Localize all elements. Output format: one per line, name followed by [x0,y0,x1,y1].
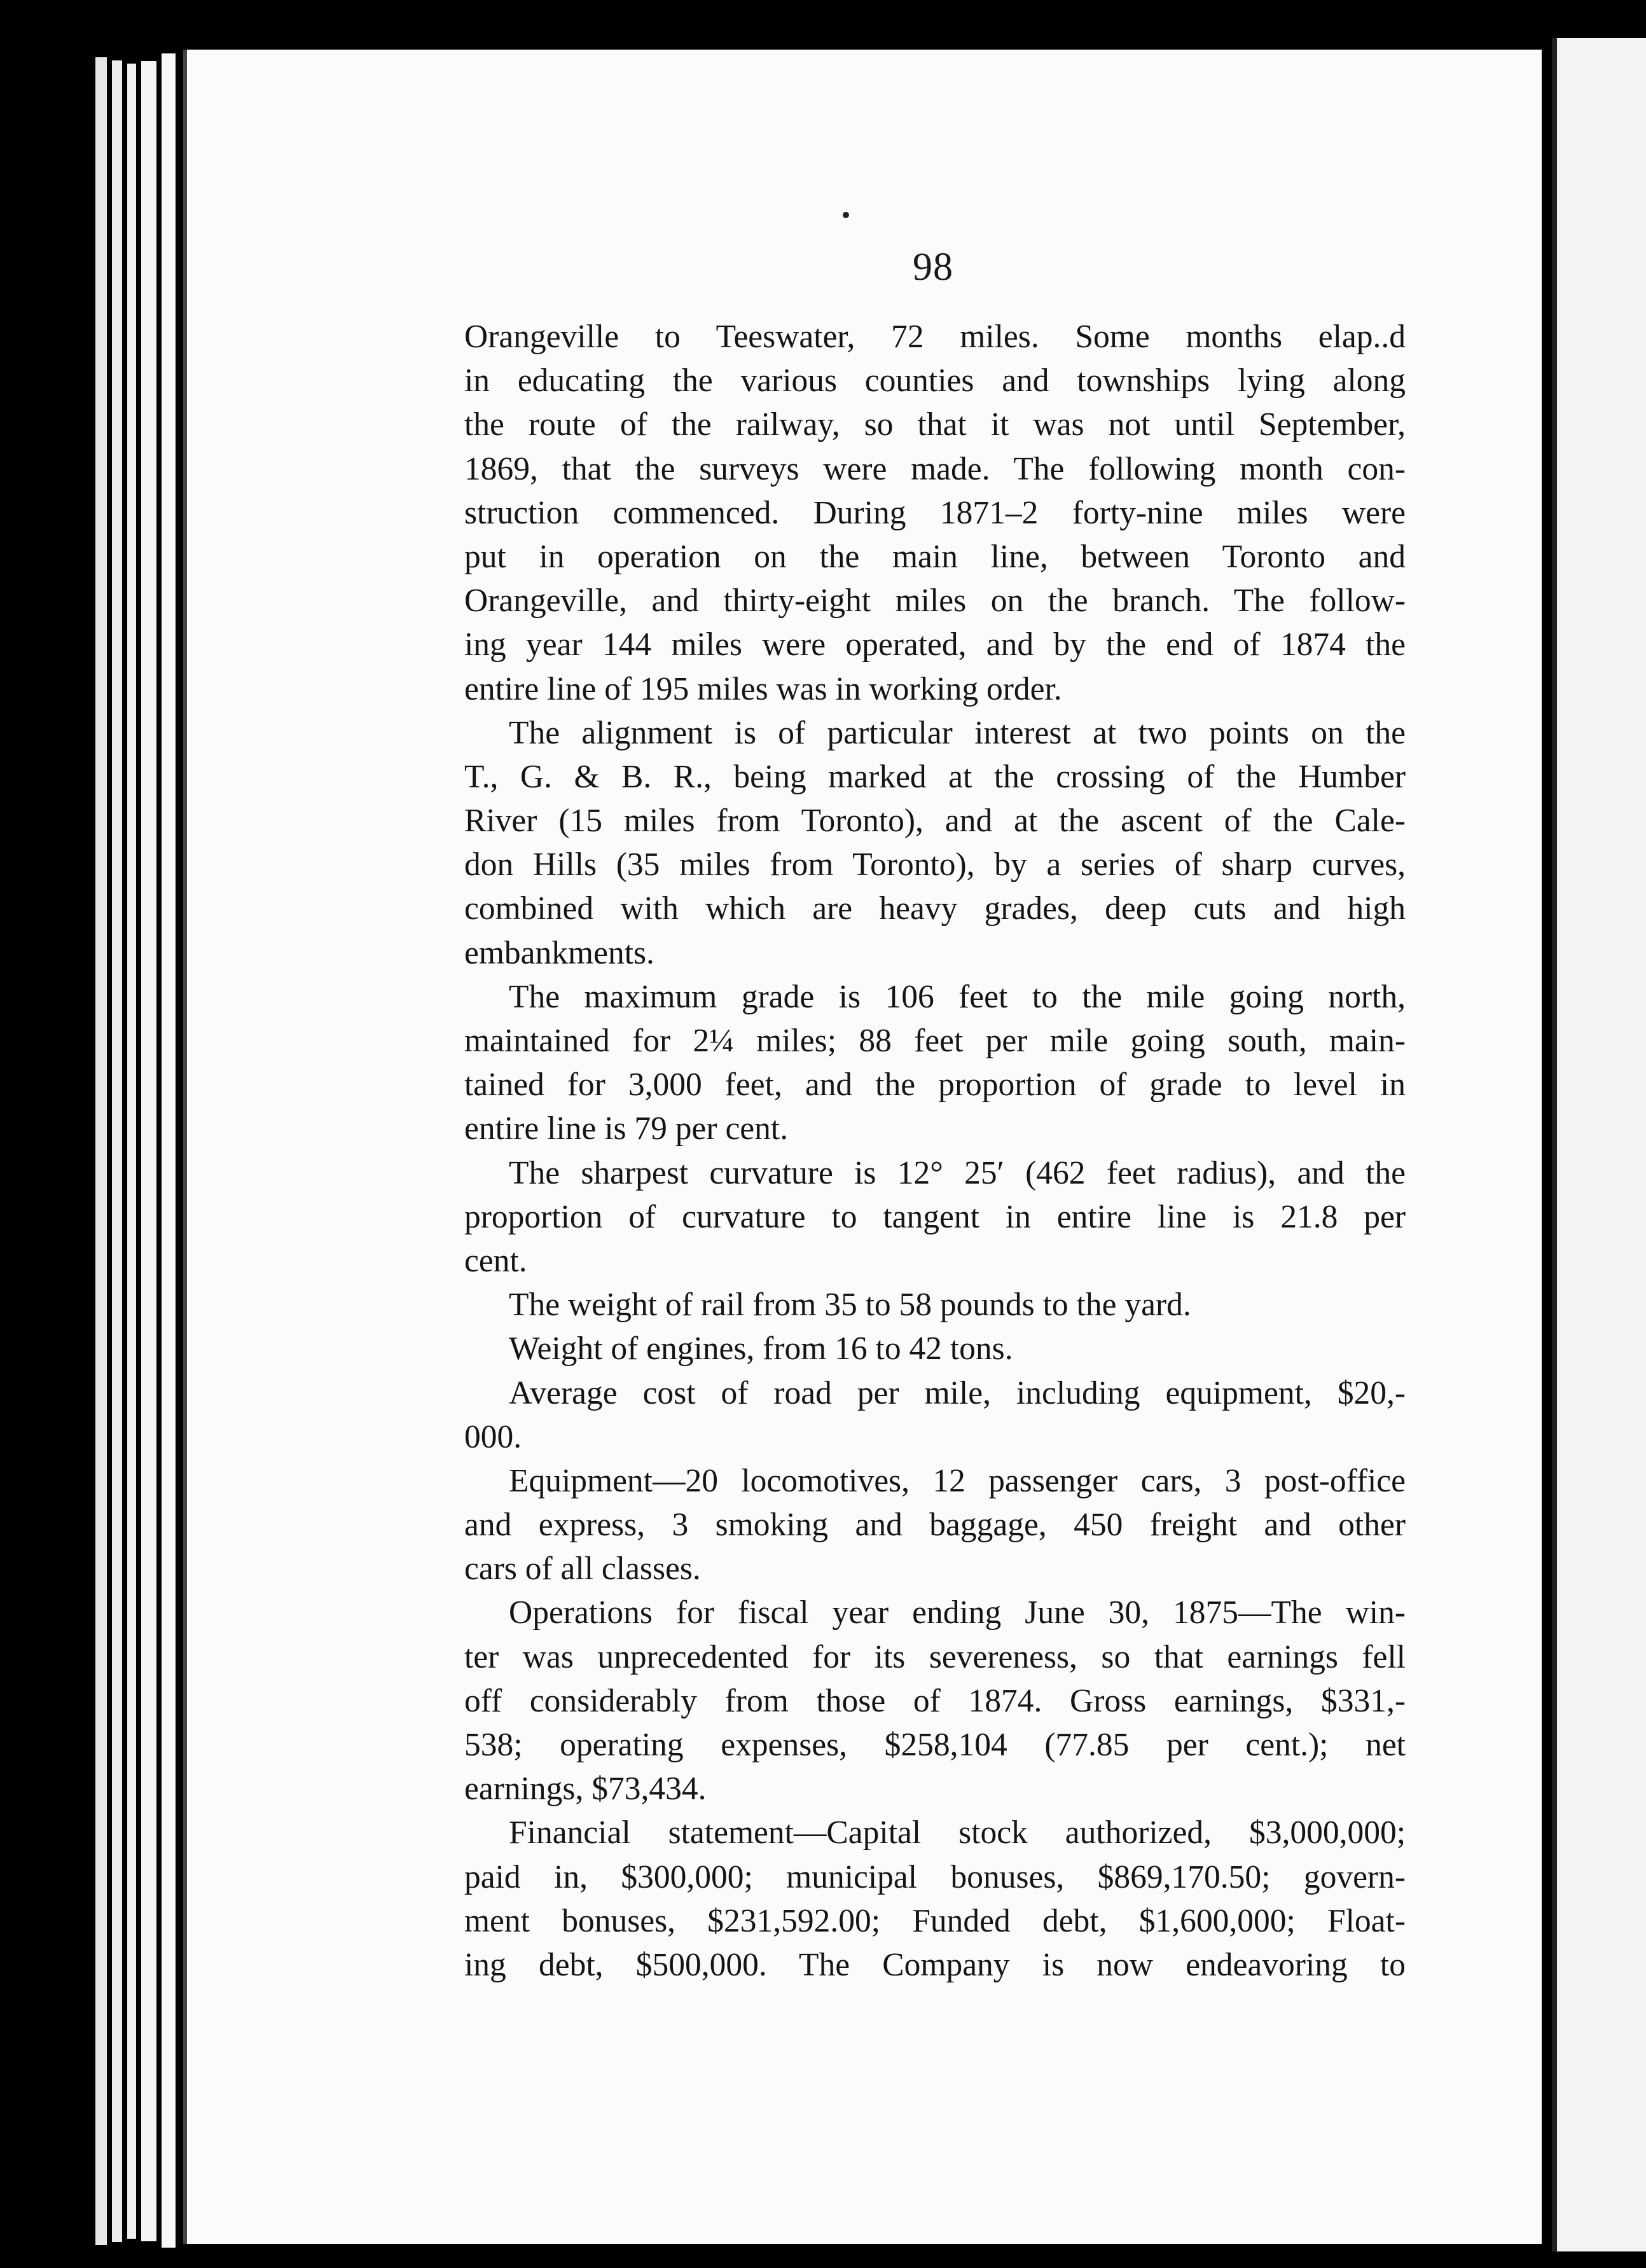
text-line: tained for 3,000 feet, and the proportion of grade to level in [464,1067,1406,1103]
text-line: off considerably from those of 1874. Gross earnings, $331,- [464,1682,1406,1719]
text-line: ter was unprecedented for its severeness, so that earnings fell [464,1638,1406,1675]
page-edge [95,57,107,2245]
text-line: T., G. & B. R., being marked at the crossing of the Humber [464,758,1406,795]
page-edge [162,53,176,2248]
text-line: Financial statement—Capital stock authorized, $3,000,000; [509,1815,1406,1851]
text-line: entire line is 79 per cent. [464,1110,789,1147]
text-line: Orangeville, and thirty-eight miles on the branch. The follow- [464,583,1406,619]
page-edge [127,64,136,2239]
text-line: cent. [464,1242,527,1279]
text-line: embankments. [464,934,654,971]
text-line: The weight of rail from 35 to 58 pounds to the yard. [509,1287,1191,1324]
text-line: 000. [464,1418,522,1455]
text-line: maintained for 2¼ miles; 88 feet per mile going south, main- [464,1023,1406,1059]
text-line: The alignment is of particular interest at two points on the [509,714,1406,751]
text-line: paid in, $300,000; municipal bonuses, $869,170.50; govern- [464,1858,1406,1895]
text-line: don Hills (35 miles from Toronto), by a series of sharp curves, [464,847,1406,883]
text-line: River (15 miles from Toronto), and at the ascent of the Cale- [464,803,1406,840]
text-line: 538; operating expenses, $258,104 (77.85 per cent.); net [464,1727,1406,1763]
text-line: put in operation on the main line, between Toronto and [464,538,1406,575]
text-line: cars of all classes. [464,1551,701,1587]
text-line: The sharpest curvature is 12° 25′ (462 feet radius), and the [509,1154,1406,1191]
text-line: entire line of 195 miles was in working order. [464,670,1062,707]
text-line: in educating the various counties and townships lying along [464,363,1406,399]
text-line: ing year 144 miles were operated, and by the end of 1874 the [464,626,1406,663]
text-line: struction commenced. During 1871–2 forty-nine miles were [464,494,1406,531]
page-number: 98 [913,245,953,289]
facing-page-edge [1552,38,1646,2251]
text-line: Orangeville to Teeswater, 72 miles. Some months elap..d [464,319,1406,355]
page-edge [141,61,156,2241]
page-edge [112,60,122,2242]
text-line: ment bonuses, $231,592.00; Funded debt, $1,600,000; Float- [464,1902,1406,1939]
text-line: Operations for fiscal year ending June 30, 1875—The win- [509,1594,1406,1631]
body-text [464,315,1406,1987]
text-line: and express, 3 smoking and baggage, 450 freight and other [464,1507,1406,1544]
ink-speck [843,212,849,218]
text-line: ing debt, $500,000. The Company is now endeavoring to [464,1946,1406,1983]
text-line: proportion of curvature to tangent in entire line is 21.8 per [464,1198,1406,1235]
text-line: Weight of engines, from 16 to 42 tons. [509,1331,1013,1367]
text-line: earnings, $73,434. [464,1771,707,1808]
text-line: Equipment—20 locomotives, 12 passenger cars, 3 post-office [509,1462,1406,1499]
text-line: the route of the railway, so that it was not until September, [464,406,1406,443]
text-line: combined with which are heavy grades, deep cuts and high [464,890,1406,927]
text-line: 1869, that the surveys were made. The following month con- [464,450,1406,487]
text-line: The maximum grade is 106 feet to the mile going north, [509,978,1406,1015]
text-line: Average cost of road per mile, including equipment, $20,- [509,1374,1406,1411]
